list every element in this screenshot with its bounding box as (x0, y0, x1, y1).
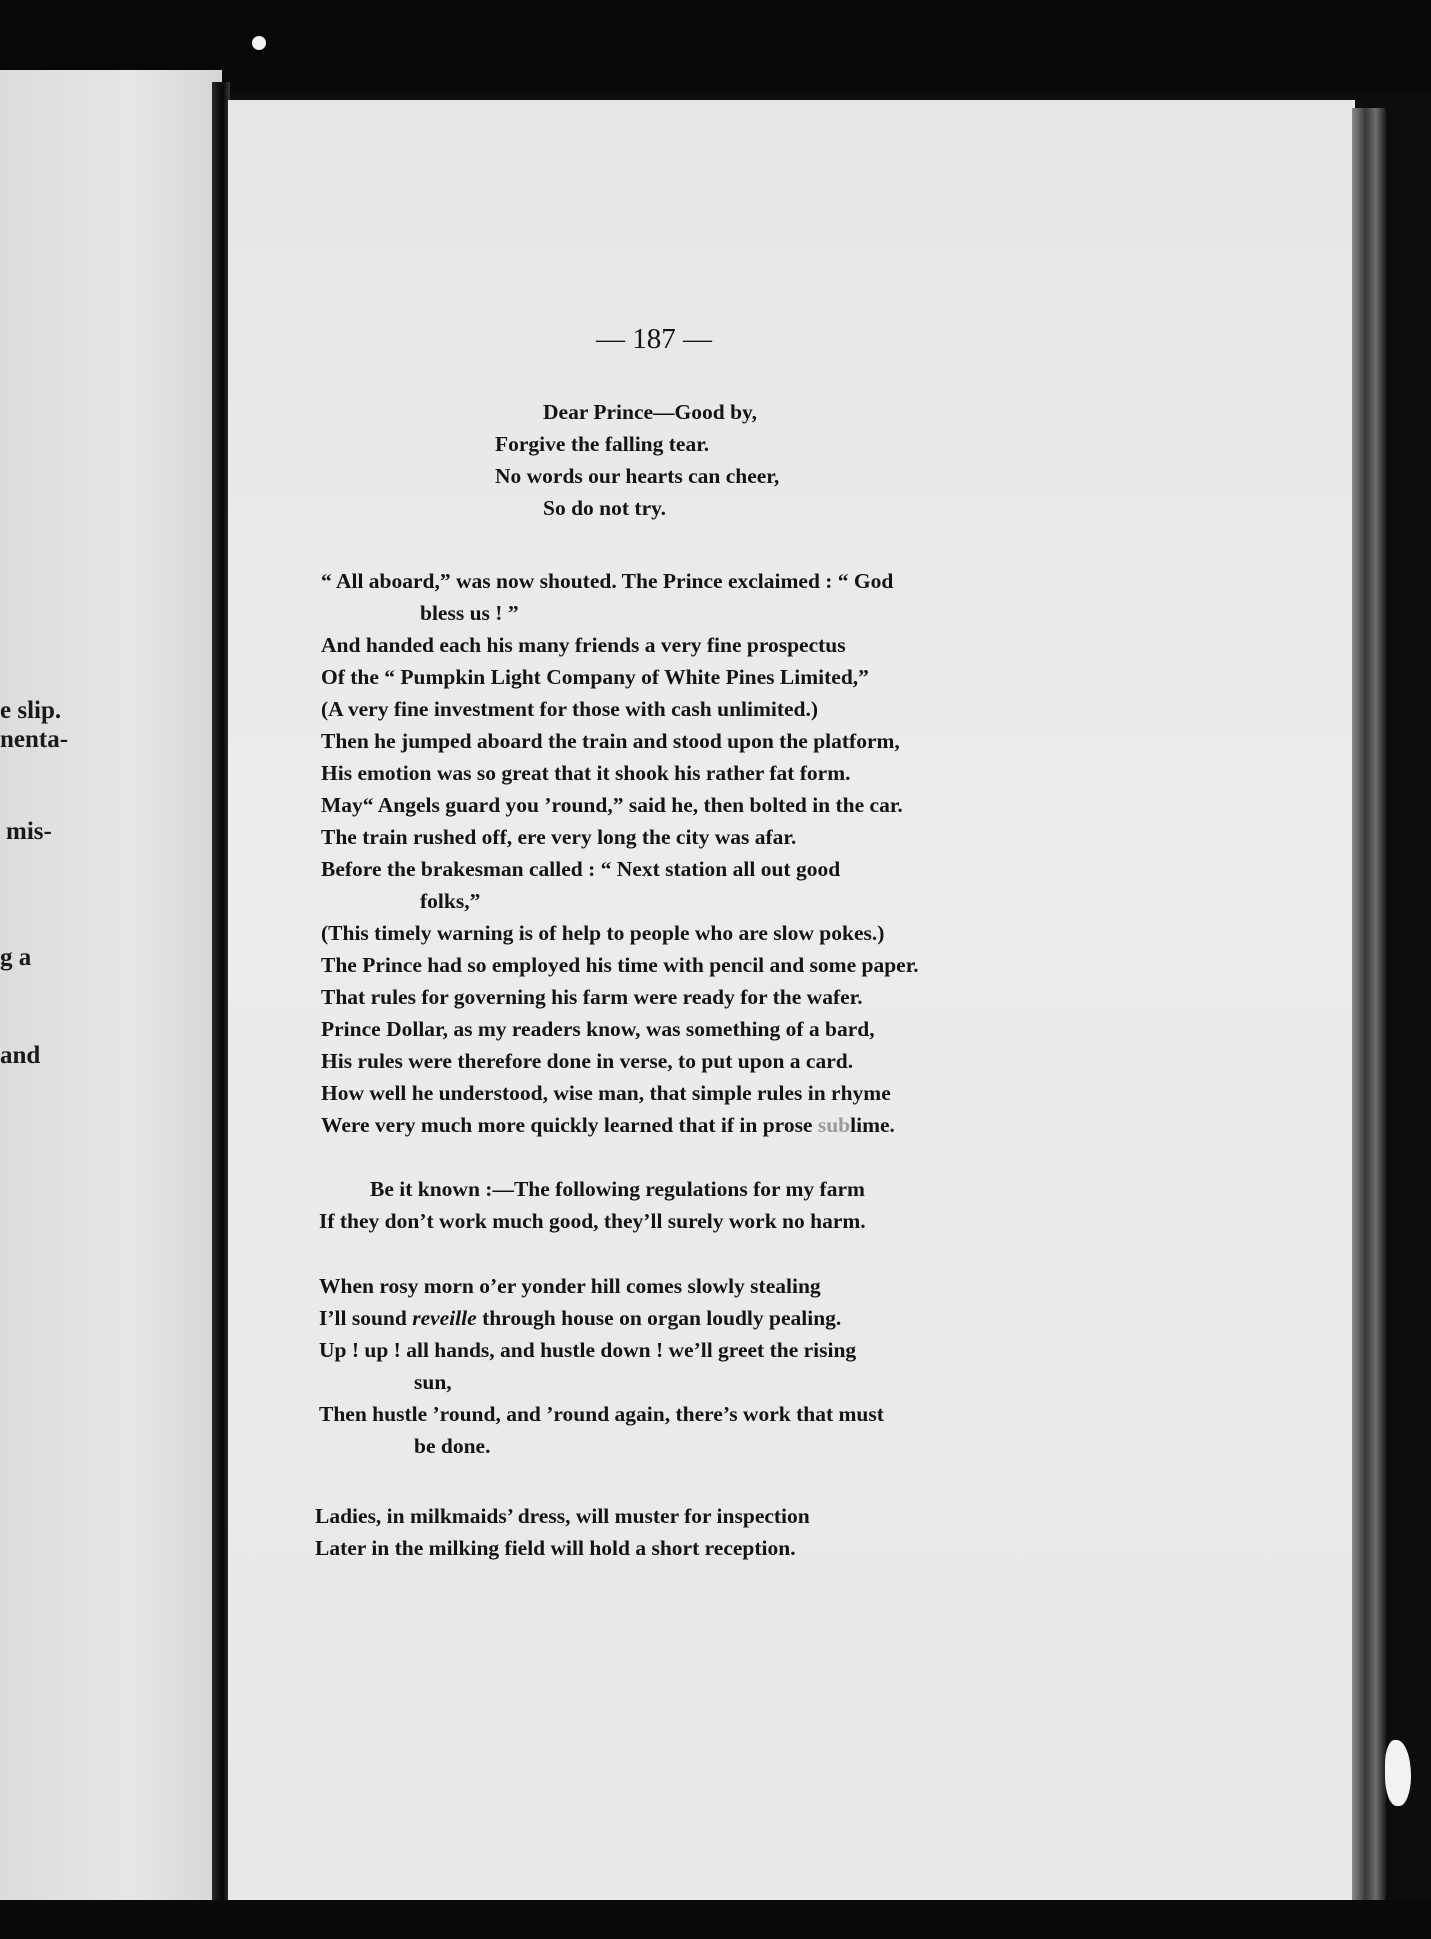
narrative-line: How well he understood, wise man, that simple rules in rhyme (321, 1081, 891, 1105)
rule-line: sun, (414, 1370, 452, 1394)
left-page-fragment: and (0, 1042, 41, 1069)
rule-line: Ladies, in milkmaids’ dress, will muster for inspection (315, 1504, 810, 1528)
narrative-text: lime. (850, 1113, 895, 1137)
decree-line: If they don’t work much good, they’ll surely work no harm. (319, 1209, 866, 1233)
narrative-line: Then he jumped aboard the train and stood upon the platform, (321, 729, 900, 753)
verse-line: No words our hearts can cheer, (495, 464, 780, 488)
left-page-fragment: nenta- (0, 726, 69, 753)
narrative-line: Before the brakesman called : “ Next station all out good (321, 857, 841, 881)
narrative-line: bless us ! ” (420, 601, 519, 625)
decree-line: Be it known :—The following regulations for my farm (370, 1177, 865, 1201)
faded-text: sub (817, 1113, 851, 1137)
narrative-line: folks,” (420, 889, 481, 913)
rule-line (319, 1302, 841, 1334)
narrative-line: The train rushed off, ere very long the city was afar. (321, 825, 797, 849)
left-page-fragment: g a (0, 944, 32, 971)
left-page-fragment: mis- (6, 818, 52, 845)
narrative-line: His emotion was so great that it shook his rather fat form. (321, 761, 851, 785)
rule-text: through house on organ loudly pealing. (476, 1306, 842, 1330)
narrative-line (321, 1109, 895, 1141)
rule-text: I’ll sound (319, 1306, 413, 1330)
rule-line: Then hustle ’round, and ’round again, there’s work that must (319, 1402, 884, 1426)
left-page-fragment: e slip. (0, 697, 62, 724)
narrative-line: And handed each his many friends a very fine prospectus (321, 633, 846, 657)
verse-line: Forgive the falling tear. (495, 432, 710, 456)
narrative-text: Were very much more quickly learned that if in prose (321, 1113, 818, 1137)
narrative-line: “ All aboard,” was now shouted. The Prince exclaimed : “ God (321, 569, 894, 593)
narrative-line: His rules were therefore done in verse, to put upon a card. (321, 1049, 854, 1073)
rule-line: When rosy morn o’er yonder hill comes slowly stealing (319, 1274, 821, 1298)
rule-line: Up ! up ! all hands, and hustle down ! we’ll greet the rising (319, 1338, 857, 1362)
narrative-line: Of the “ Pumpkin Light Company of White Pines Limited,” (321, 665, 869, 689)
narrative-line: May“ Angels guard you ’round,” said he, then bolted in the car. (321, 793, 903, 817)
page-number: — 187 — (596, 323, 712, 355)
verse-line: So do not try. (543, 496, 667, 520)
narrative-line: The Prince had so employed his time with pencil and some paper. (321, 953, 919, 977)
narrative-line: (A very fine investment for those with cash unlimited.) (321, 697, 819, 721)
rule-line: Later in the milking field will hold a short reception. (315, 1536, 796, 1560)
italic-word: reveille (412, 1306, 477, 1330)
narrative-line: Prince Dollar, as my readers know, was something of a bard, (321, 1017, 875, 1041)
narrative-line: That rules for governing his farm were ready for the wafer. (321, 985, 863, 1009)
narrative-line: (This timely warning is of help to people who are slow pokes.) (321, 921, 885, 945)
rule-line: be done. (414, 1434, 491, 1458)
verse-line: Dear Prince—Good by, (543, 400, 757, 424)
